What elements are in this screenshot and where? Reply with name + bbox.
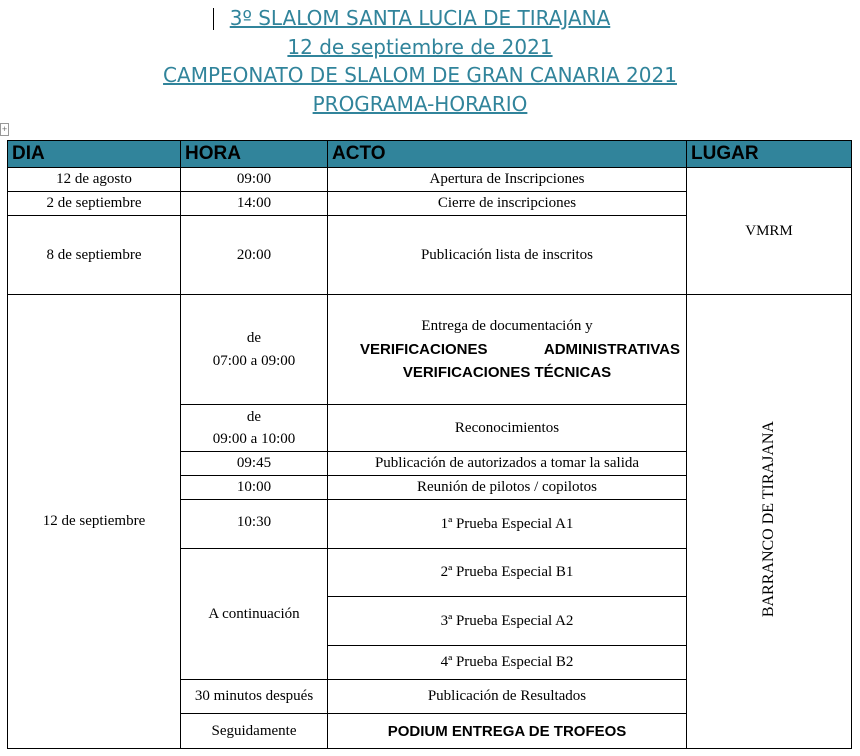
cell-acto: Publicación lista de inscritos: [328, 216, 687, 295]
cell-dia: 2 de septiembre: [8, 192, 181, 216]
hora-line: 07:00 a 09:00: [212, 352, 296, 369]
cell-hora: [181, 295, 328, 405]
cell-acto: 1ª Prueba Especial A1: [328, 500, 687, 549]
header-dia: DIA: [8, 141, 181, 168]
acto-line-verificaciones: [328, 338, 686, 361]
cell-acto-podium: PODIUM ENTREGA DE TROFEOS: [328, 714, 687, 749]
cell-hora: Seguidamente: [181, 714, 328, 749]
title-line-date: 12 de septiembre de 2021: [287, 34, 553, 59]
title-line-event: 3º SLALOM SANTA LUCIA DE TIRAJANA: [229, 6, 611, 30]
cell-acto: [328, 295, 687, 405]
cell-dia-12-septiembre: 12 de septiembre: [8, 295, 181, 749]
header-acto: ACTO: [328, 141, 687, 168]
document-title: [0, 4, 840, 118]
cell-acto: 2ª Prueba Especial B1: [328, 549, 687, 597]
table-header-row: [8, 141, 852, 168]
cell-lugar-barranco: [687, 295, 852, 749]
cell-acto: 4ª Prueba Especial B2: [328, 646, 687, 680]
cell-acto: Reunión de pilotos / copilotos: [328, 476, 687, 500]
table-row: [8, 168, 852, 192]
cell-acto: Publicación de autorizados a tomar la salida: [328, 452, 687, 476]
cell-dia: 8 de septiembre: [8, 216, 181, 295]
cell-acto: Apertura de Inscripciones: [328, 168, 687, 192]
cell-hora: 10:30: [181, 500, 328, 549]
cell-hora: 09:45: [181, 452, 328, 476]
acto-word: VERIFICACIONES: [360, 341, 488, 358]
schedule-table: [7, 140, 852, 749]
lugar-vertical-text: BARRANCO DE TIRAJANA: [760, 420, 777, 618]
cell-hora: 30 minutos después: [181, 680, 328, 714]
cell-acto: Cierre de inscripciones: [328, 192, 687, 216]
table-row: [8, 295, 852, 405]
acto-word: ADMINISTRATIVAS: [543, 341, 680, 358]
cell-hora: 10:00: [181, 476, 328, 500]
hora-line: de: [246, 409, 262, 425]
cell-acto: Publicación de Resultados: [328, 680, 687, 714]
cell-hora: 09:00: [181, 168, 328, 192]
header-hora: HORA: [181, 141, 328, 168]
cell-dia: 12 de agosto: [8, 168, 181, 192]
text-cursor: [213, 8, 214, 30]
cell-hora-a-continuacion: A continuación: [181, 549, 328, 680]
cell-hora: 14:00: [181, 192, 328, 216]
acto-line-tecnicas: VERIFICACIONES TÉCNICAS: [402, 364, 612, 381]
cell-hora: 20:00: [181, 216, 328, 295]
cell-acto: 3ª Prueba Especial A2: [328, 597, 687, 646]
cell-acto: Reconocimientos: [328, 405, 687, 452]
title-line-program: PROGRAMA-HORARIO: [312, 91, 528, 116]
cell-hora: [181, 405, 328, 452]
hora-line: de: [246, 329, 262, 346]
cell-lugar-vmrm: VMRM: [687, 168, 852, 295]
hora-line: 09:00 a 10:00: [212, 431, 296, 447]
title-line-championship: CAMPEONATO DE SLALOM DE GRAN CANARIA 2021: [163, 63, 677, 87]
acto-line: Entrega de documentación y: [421, 318, 593, 334]
header-lugar: LUGAR: [687, 141, 852, 168]
table-move-handle-icon[interactable]: +: [0, 123, 9, 136]
